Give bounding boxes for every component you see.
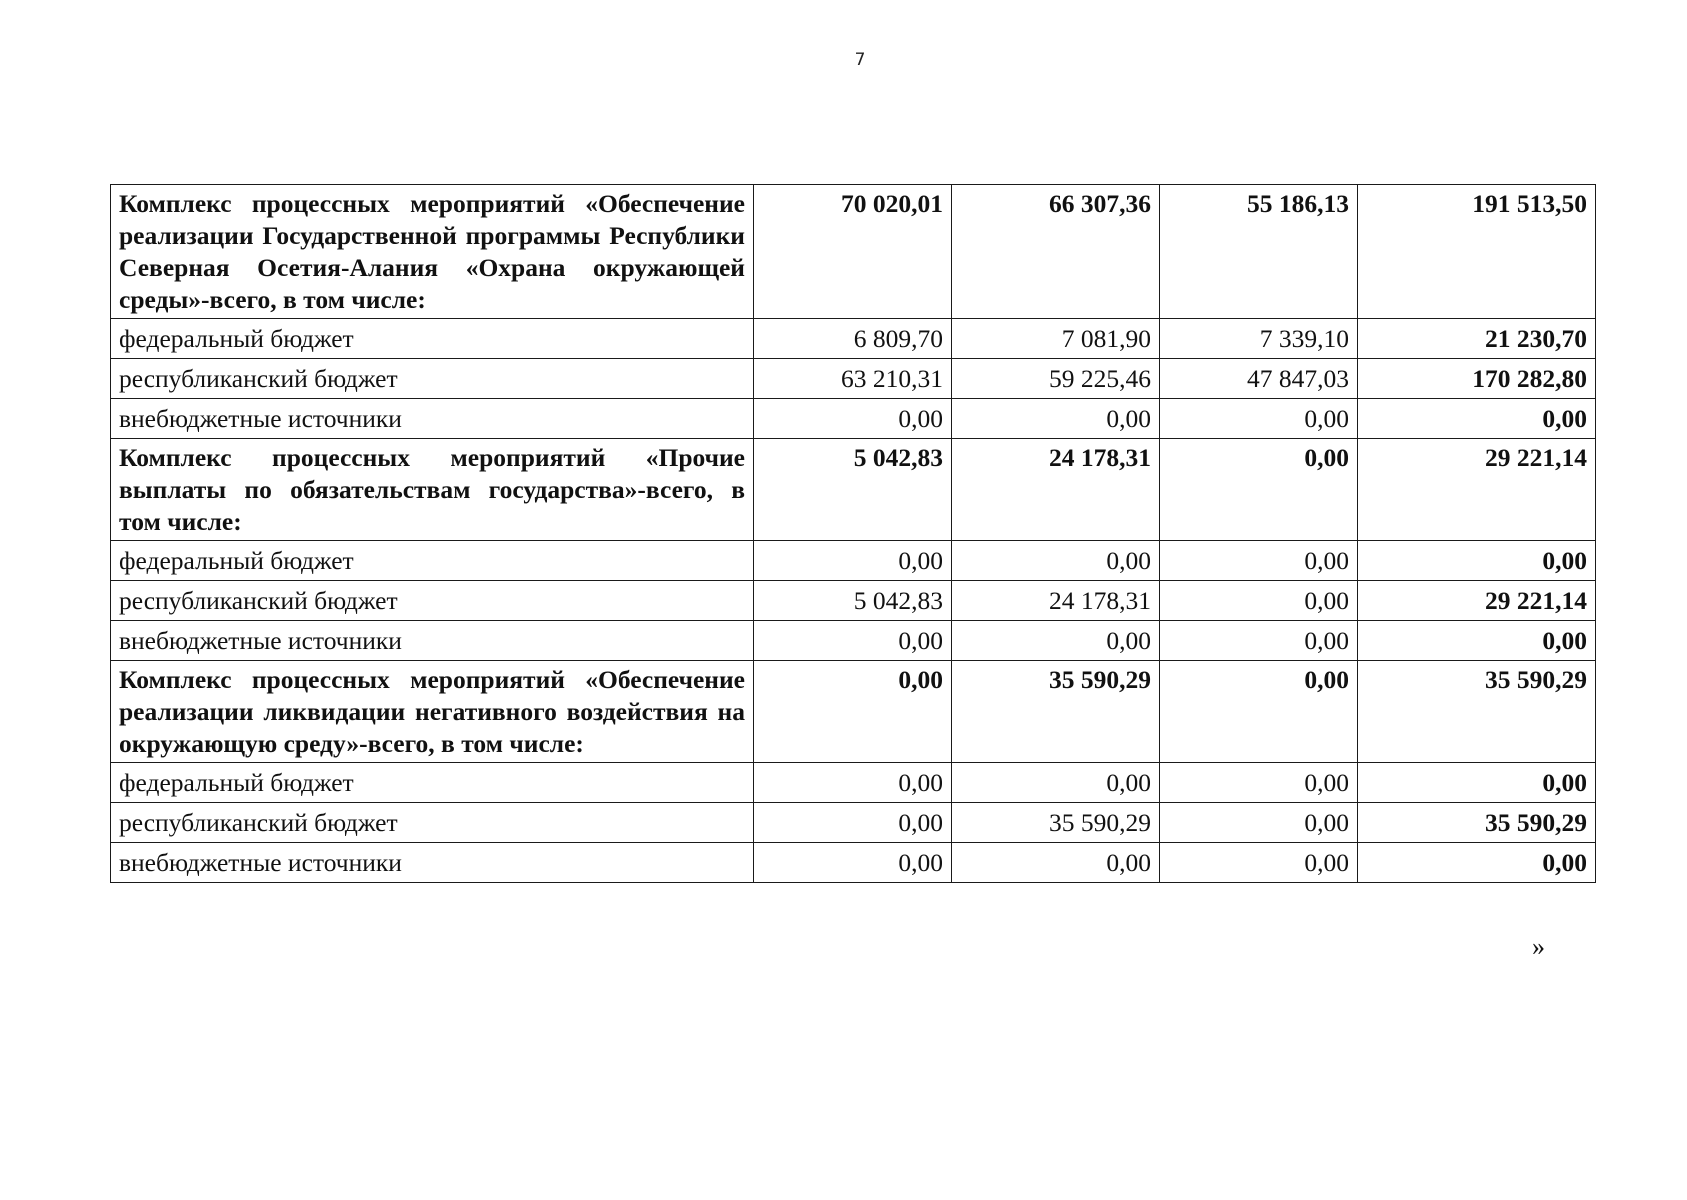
row-label: республиканский бюджет xyxy=(111,803,754,843)
row-label: федеральный бюджет xyxy=(111,541,754,581)
value-total: 0,00 xyxy=(1358,541,1596,581)
value-year-3: 47 847,03 xyxy=(1160,359,1358,399)
table-row-group xyxy=(111,185,1596,319)
value-year-1: 0,00 xyxy=(754,843,952,883)
value-total: 0,00 xyxy=(1358,621,1596,661)
row-label: федеральный бюджет xyxy=(111,763,754,803)
budget-table xyxy=(110,184,1596,883)
row-label: федеральный бюджет xyxy=(111,319,754,359)
value-year-1: 0,00 xyxy=(754,803,952,843)
value-year-3: 0,00 xyxy=(1160,843,1358,883)
value-year-1: 0,00 xyxy=(754,399,952,439)
value-total: 21 230,70 xyxy=(1358,319,1596,359)
value-year-3: 55 186,13 xyxy=(1160,185,1358,319)
row-label: республиканский бюджет xyxy=(111,359,754,399)
value-total: 0,00 xyxy=(1358,843,1596,883)
value-year-1: 70 020,01 xyxy=(754,185,952,319)
value-year-1: 63 210,31 xyxy=(754,359,952,399)
value-year-3: 0,00 xyxy=(1160,661,1358,763)
table-row xyxy=(111,541,1596,581)
value-total: 29 221,14 xyxy=(1358,581,1596,621)
value-year-3: 0,00 xyxy=(1160,763,1358,803)
value-year-2: 24 178,31 xyxy=(952,581,1160,621)
value-total: 0,00 xyxy=(1358,399,1596,439)
value-year-1: 0,00 xyxy=(754,621,952,661)
row-label: республиканский бюджет xyxy=(111,581,754,621)
row-label: внебюджетные источники xyxy=(111,399,754,439)
table-row xyxy=(111,399,1596,439)
row-label: Комплекс процессных мероприятий «Прочие выплаты по обязательствам государства»-всего, в том числе: xyxy=(111,439,754,541)
value-year-1: 6 809,70 xyxy=(754,319,952,359)
table-row-group xyxy=(111,439,1596,541)
value-total: 0,00 xyxy=(1358,763,1596,803)
value-year-2: 0,00 xyxy=(952,843,1160,883)
table-row xyxy=(111,319,1596,359)
value-year-3: 0,00 xyxy=(1160,399,1358,439)
value-total: 35 590,29 xyxy=(1358,803,1596,843)
value-year-3: 0,00 xyxy=(1160,541,1358,581)
value-year-3: 0,00 xyxy=(1160,439,1358,541)
page-number: 7 xyxy=(854,50,866,70)
table-row xyxy=(111,581,1596,621)
table-row-group xyxy=(111,661,1596,763)
value-year-2: 0,00 xyxy=(952,399,1160,439)
value-year-2: 0,00 xyxy=(952,621,1160,661)
value-year-2: 35 590,29 xyxy=(952,661,1160,763)
value-year-2: 0,00 xyxy=(952,763,1160,803)
value-total: 170 282,80 xyxy=(1358,359,1596,399)
row-label: Комплекс процессных мероприятий «Обеспечение реализации ликвидации негативного воздействия на окружающую среду»-всего, в том числе: xyxy=(111,661,754,763)
value-year-2: 0,00 xyxy=(952,541,1160,581)
value-year-3: 0,00 xyxy=(1160,803,1358,843)
row-label: внебюджетные источники xyxy=(111,621,754,661)
table-row xyxy=(111,763,1596,803)
value-year-1: 0,00 xyxy=(754,541,952,581)
table-row xyxy=(111,803,1596,843)
value-year-3: 0,00 xyxy=(1160,581,1358,621)
value-year-2: 7 081,90 xyxy=(952,319,1160,359)
table-row xyxy=(111,843,1596,883)
value-year-3: 7 339,10 xyxy=(1160,319,1358,359)
value-total: 191 513,50 xyxy=(1358,185,1596,319)
row-label: внебюджетные источники xyxy=(111,843,754,883)
value-year-2: 35 590,29 xyxy=(952,803,1160,843)
value-year-2: 66 307,36 xyxy=(952,185,1160,319)
value-year-1: 5 042,83 xyxy=(754,439,952,541)
value-year-3: 0,00 xyxy=(1160,621,1358,661)
budget-table-body xyxy=(111,185,1596,883)
value-year-1: 5 042,83 xyxy=(754,581,952,621)
value-year-2: 59 225,46 xyxy=(952,359,1160,399)
closing-quote: » xyxy=(1532,932,1545,961)
value-year-1: 0,00 xyxy=(754,763,952,803)
value-total: 29 221,14 xyxy=(1358,439,1596,541)
table-row xyxy=(111,621,1596,661)
value-total: 35 590,29 xyxy=(1358,661,1596,763)
value-year-2: 24 178,31 xyxy=(952,439,1160,541)
table-row xyxy=(111,359,1596,399)
row-label: Комплекс процессных мероприятий «Обеспечение реализации Государственной программы Республики Северная Осетия-Алания «Охрана окружающей среды»-всего, в том числе: xyxy=(111,185,754,319)
value-year-1: 0,00 xyxy=(754,661,952,763)
